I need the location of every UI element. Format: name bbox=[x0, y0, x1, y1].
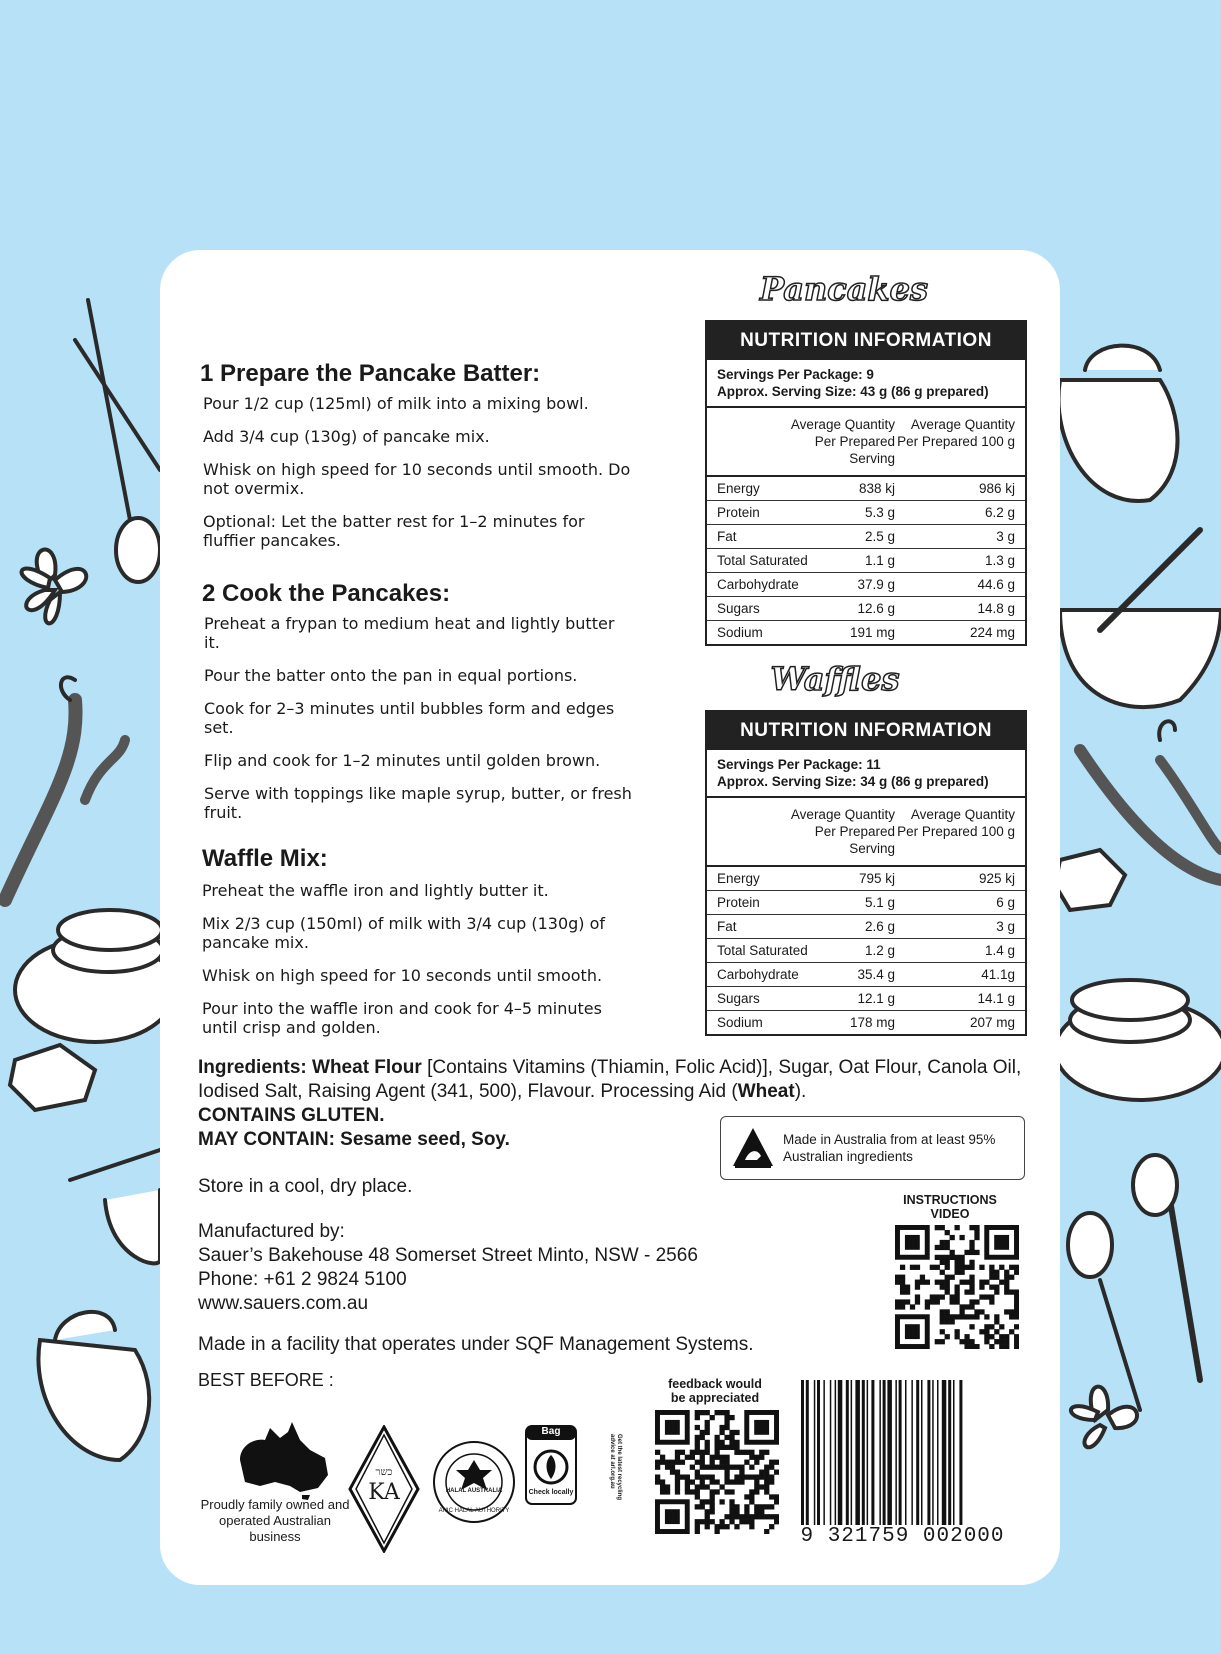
per-100g-value: 1.3 g bbox=[984, 553, 1015, 568]
ingredients-text bbox=[198, 1056, 1028, 1104]
step: Whisk on high speed for 10 seconds until smooth. Do not overmix. bbox=[203, 460, 631, 498]
spoon-icon bbox=[88, 300, 130, 520]
serving-size: Approx. Serving Size: 43 g (86 g prepared) bbox=[717, 384, 989, 399]
per-serving-value: 2.6 g bbox=[864, 919, 895, 934]
feedback-qr-code[interactable] bbox=[655, 1410, 779, 1534]
per-100g-value: 3 g bbox=[996, 919, 1015, 934]
per-serving-value: 178 mg bbox=[849, 1015, 895, 1030]
section-title: Waffle Mix: bbox=[202, 845, 328, 872]
step: Preheat the waffle iron and lightly butter it. bbox=[202, 881, 549, 900]
column-header: Average Quantity Per Prepared Serving bbox=[790, 417, 895, 466]
barcode-number: 9 321759 002000 bbox=[800, 1525, 1005, 1548]
step: Pour into the waffle iron and cook for 4–5 minutes until crisp and golden. bbox=[202, 999, 602, 1037]
best-before-label: BEST BEFORE : bbox=[198, 1370, 334, 1390]
servings-info bbox=[707, 360, 1025, 408]
section-title: 2 Cook the Pancakes: bbox=[202, 580, 451, 607]
ingredients-list: [Contains Vitamins (Thiamin, Folic Acid)], Sugar, Oat Flour, Canola Oil, Iodised Salt, Raising Agent (341, 500), Flavour. Processing Aid ( bbox=[198, 1057, 1022, 1102]
feedback-label: feedback would be appreciated bbox=[668, 1377, 762, 1405]
may-contain-list: : Sesame seed, Soy. bbox=[328, 1129, 510, 1150]
recycling-advice: Get the latest recycling advice at arl.org.au bbox=[609, 1434, 622, 1501]
step: Mix 2/3 cup (150ml) of milk with 3/4 cup (130g) of pancake mix. bbox=[202, 914, 606, 952]
may-contain-label: MAY CONTAIN bbox=[198, 1129, 329, 1150]
per-100g-value: 986 kj bbox=[978, 481, 1015, 496]
per-serving-value: 12.6 g bbox=[857, 601, 895, 616]
per-serving-value: 191 mg bbox=[849, 625, 895, 640]
nutrient-name: Protein bbox=[717, 505, 760, 520]
per-serving-value: 1.1 g bbox=[864, 553, 895, 568]
manufacturer-block bbox=[198, 1220, 698, 1316]
recycling-bag-label: Bag bbox=[541, 1426, 561, 1437]
step: Pour 1/2 cup (125ml) of milk into a mixing bowl. bbox=[203, 394, 589, 413]
per-serving-value: 12.1 g bbox=[857, 991, 895, 1006]
per-100g-value: 14.1 g bbox=[977, 991, 1015, 1006]
step: Whisk on high speed for 10 seconds until smooth. bbox=[202, 966, 603, 985]
nutrition-row bbox=[707, 867, 1025, 891]
nutrition-row bbox=[707, 987, 1025, 1011]
per-serving-value: 5.1 g bbox=[864, 895, 895, 910]
ingredients-label: Ingredients: bbox=[198, 1057, 307, 1078]
column-headers bbox=[707, 408, 1025, 477]
flower-icon bbox=[22, 550, 87, 624]
step: Add 3/4 cup (130g) of pancake mix. bbox=[203, 427, 490, 446]
step: Serve with toppings like maple syrup, butter, or fresh fruit. bbox=[204, 784, 632, 822]
nutrition-row bbox=[707, 477, 1025, 501]
per-100g-value: 207 mg bbox=[969, 1015, 1015, 1030]
nutrient-name: Fat bbox=[717, 529, 737, 544]
nutrition-row bbox=[707, 621, 1025, 644]
nutrition-header: NUTRITION INFORMATION bbox=[707, 712, 1025, 750]
per-serving-value: 838 kj bbox=[858, 481, 895, 496]
kosher-hebrew: כשר bbox=[375, 1467, 393, 1478]
servings-per-package: Servings Per Package: 11 bbox=[717, 757, 881, 772]
recycling-check-label: Check locally bbox=[528, 1489, 574, 1496]
pancakes-nutrition-table bbox=[705, 320, 1027, 646]
per-100g-value: 224 mg bbox=[969, 625, 1015, 640]
australia-map-icon bbox=[230, 1420, 340, 1500]
allergen-wheat-flour: Wheat Flour bbox=[312, 1057, 422, 1078]
per-100g-value: 925 kj bbox=[978, 871, 1015, 886]
serving-size: Approx. Serving Size: 34 g (86 g prepared) bbox=[717, 774, 989, 789]
per-100g-value: 6.2 g bbox=[984, 505, 1015, 520]
instructions-video-label: INSTRUCTIONS VIDEO bbox=[903, 1193, 997, 1221]
nutrition-row bbox=[707, 891, 1025, 915]
pancake-batter-section bbox=[200, 360, 633, 564]
nutrient-name: Sugars bbox=[717, 601, 760, 616]
waffles-nutrition-table bbox=[705, 710, 1027, 1036]
section-title: 1 Prepare the Pancake Batter: bbox=[200, 360, 541, 387]
nutrition-header: NUTRITION INFORMATION bbox=[707, 322, 1025, 360]
nutrition-row bbox=[707, 597, 1025, 621]
per-100g-value: 6 g bbox=[996, 895, 1015, 910]
ingredients-end: ). bbox=[794, 1081, 807, 1102]
barcode bbox=[795, 1378, 1007, 1548]
nutrition-row bbox=[707, 501, 1025, 525]
kangaroo-triangle-icon bbox=[731, 1126, 775, 1170]
family-business-text: Proudly family owned and operated Australian business bbox=[200, 1497, 350, 1544]
waffles-label: Waffles bbox=[770, 660, 900, 698]
manufacturer-address: Sauer’s Bakehouse 48 Somerset Street Minto, NSW - 2566 bbox=[198, 1245, 698, 1266]
servings-info bbox=[707, 750, 1025, 798]
per-100g-value: 44.6 g bbox=[977, 577, 1015, 592]
nutrient-name: Sodium bbox=[717, 625, 763, 640]
nutrient-name: Total Saturated bbox=[717, 943, 808, 958]
halal-ring-text: ANIC HALAL AUTHORITY bbox=[438, 1508, 510, 1514]
nutrient-name: Sugars bbox=[717, 991, 760, 1006]
step: Flip and cook for 1–2 minutes until golden brown. bbox=[204, 751, 601, 770]
step: Cook for 2–3 minutes until bubbles form and edges set. bbox=[204, 699, 615, 737]
nutrient-name: Total Saturated bbox=[717, 553, 808, 568]
nutrient-name: Sodium bbox=[717, 1015, 763, 1030]
made-in-australia-text: Made in Australia from at least 95% Australian ingredients bbox=[783, 1132, 996, 1164]
nutrition-row bbox=[707, 525, 1025, 549]
column-header: Average Quantity Per Prepared 100 g bbox=[897, 807, 1015, 839]
nutrition-row bbox=[707, 963, 1025, 987]
made-in-australia-badge bbox=[720, 1116, 1025, 1180]
per-serving-value: 5.3 g bbox=[864, 505, 895, 520]
instructions-qr-code[interactable] bbox=[895, 1225, 1019, 1349]
halal-inner-text: HALAL AUSTRALIA bbox=[445, 1488, 503, 1494]
per-serving-value: 37.9 g bbox=[857, 577, 895, 592]
facility-statement: Made in a facility that operates under SQF Management Systems. bbox=[198, 1334, 754, 1355]
column-header: Average Quantity Per Prepared 100 g bbox=[897, 417, 1015, 449]
manufacturer-label: Manufactured by: bbox=[198, 1221, 345, 1242]
storage-instructions: Store in a cool, dry place. bbox=[198, 1176, 413, 1197]
servings-per-package: Servings Per Package: 9 bbox=[717, 367, 874, 382]
per-100g-value: 3 g bbox=[996, 529, 1015, 544]
nutrition-row bbox=[707, 549, 1025, 573]
allergen-wheat: Wheat bbox=[737, 1081, 795, 1102]
nutrition-row bbox=[707, 939, 1025, 963]
column-headers bbox=[707, 798, 1025, 867]
waffle-mix-section bbox=[202, 845, 632, 1051]
per-serving-value: 35.4 g bbox=[857, 967, 895, 982]
per-100g-value: 41.1g bbox=[981, 967, 1015, 982]
per-serving-value: 795 kj bbox=[858, 871, 895, 886]
kosher-ka: KA bbox=[368, 1480, 400, 1505]
nutrient-name: Carbohydrate bbox=[717, 577, 799, 592]
contains-gluten: CONTAINS GLUTEN. bbox=[198, 1105, 385, 1126]
nutrient-name: Energy bbox=[717, 481, 760, 496]
nutrient-name: Protein bbox=[717, 895, 760, 910]
step: Pour the batter onto the pan in equal portions. bbox=[204, 666, 578, 685]
nutrition-row bbox=[707, 915, 1025, 939]
per-100g-value: 1.4 g bbox=[984, 943, 1015, 958]
manufacturer-phone: Phone: +61 2 9824 5100 bbox=[198, 1269, 407, 1290]
per-100g-value: 14.8 g bbox=[977, 601, 1015, 616]
per-serving-value: 1.2 g bbox=[864, 943, 895, 958]
nutrient-name: Energy bbox=[717, 871, 760, 886]
pancakes-label: Pancakes bbox=[760, 270, 928, 308]
cook-pancakes-section bbox=[202, 580, 634, 836]
column-header: Average Quantity Per Prepared Serving bbox=[790, 807, 895, 856]
nutrition-row bbox=[707, 573, 1025, 597]
step: Preheat a frypan to medium heat and lightly butter it. bbox=[204, 614, 615, 652]
manufacturer-website[interactable]: www.sauers.com.au bbox=[198, 1293, 369, 1314]
per-serving-value: 2.5 g bbox=[864, 529, 895, 544]
step: Optional: Let the batter rest for 1–2 minutes for fluffier pancakes. bbox=[203, 512, 585, 550]
nutrition-row bbox=[707, 1011, 1025, 1034]
nutrient-name: Fat bbox=[717, 919, 737, 934]
nutrient-name: Carbohydrate bbox=[717, 967, 799, 982]
label-panel bbox=[160, 250, 1060, 1585]
